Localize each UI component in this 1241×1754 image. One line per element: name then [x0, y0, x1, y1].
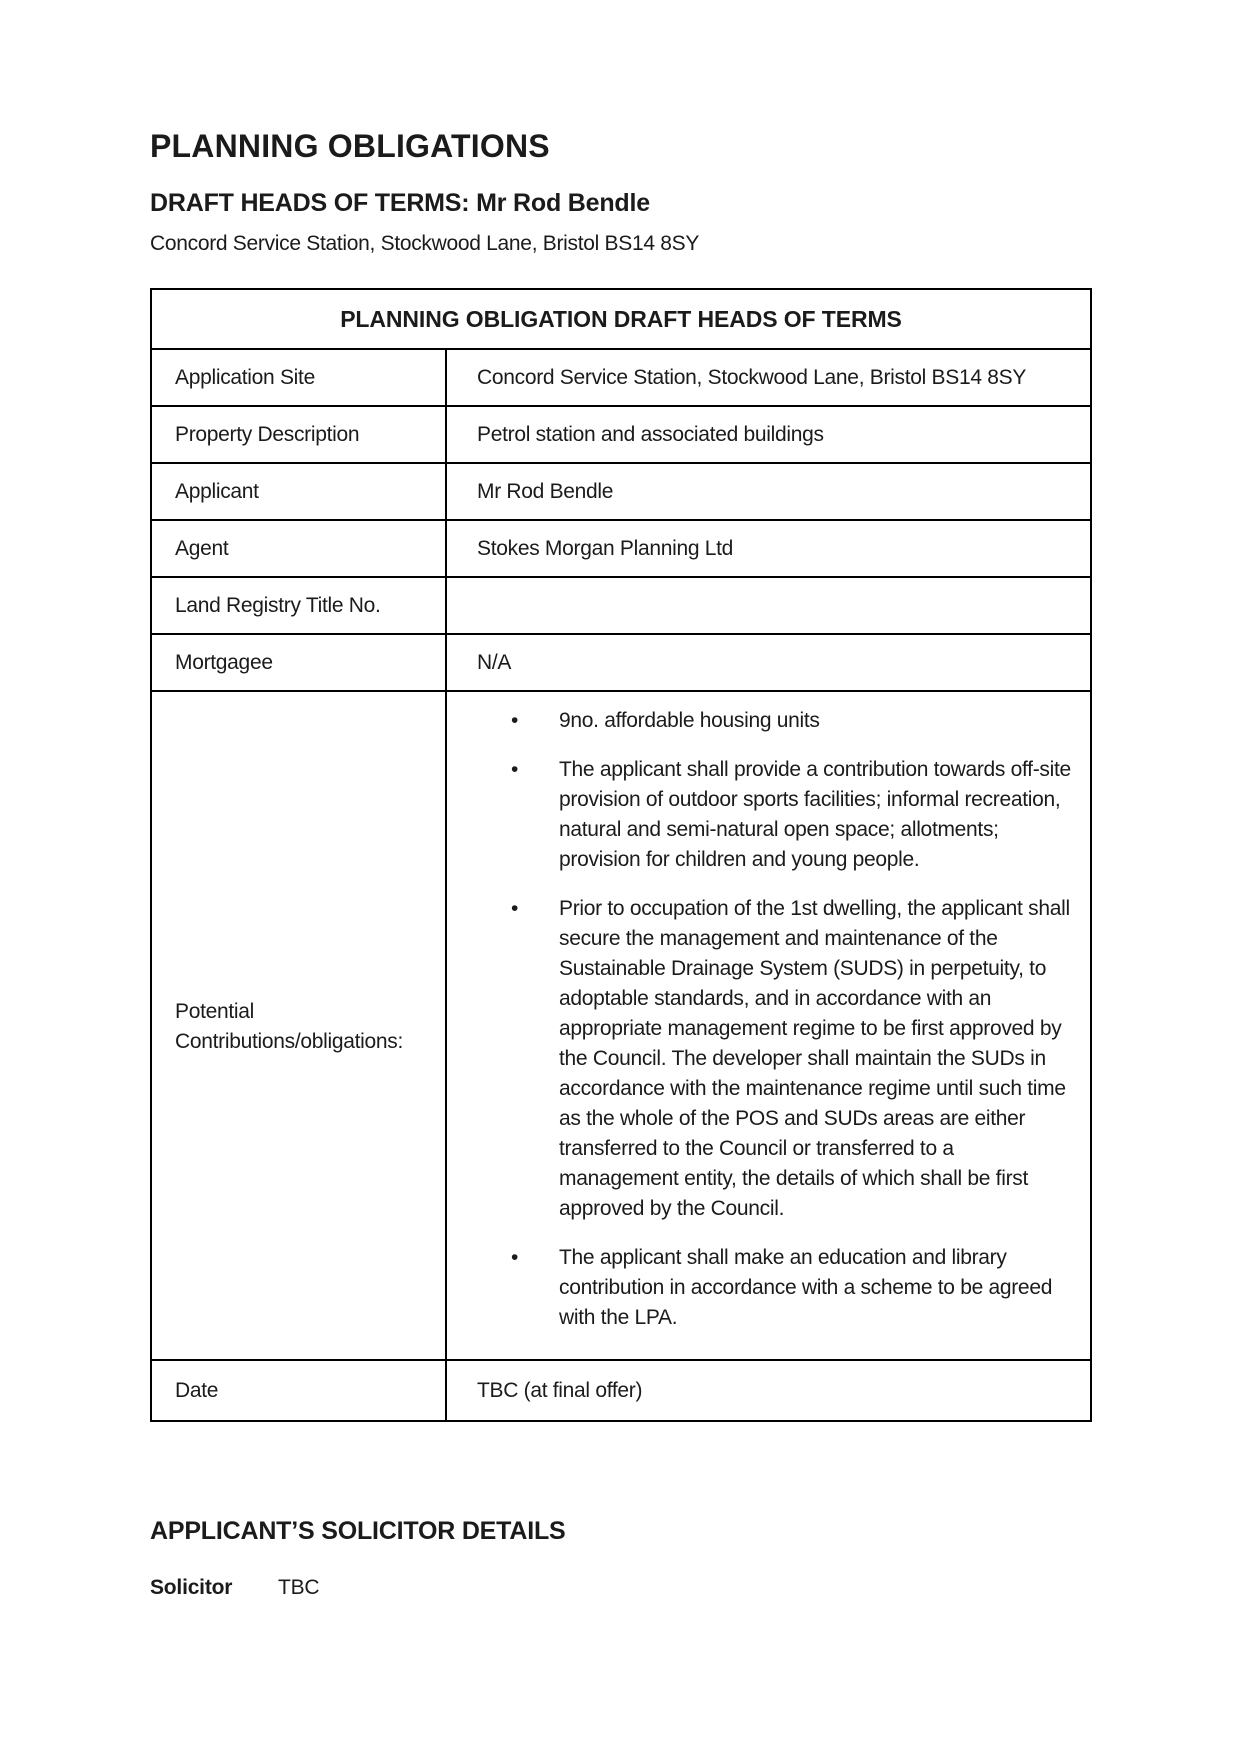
table-header-row: [151, 289, 1091, 349]
row-label: Date: [151, 1360, 446, 1421]
heads-of-terms-table: [150, 288, 1092, 1422]
table-row-date: [151, 1360, 1091, 1421]
solicitor-line: [150, 1573, 1090, 1603]
solicitor-details-heading: APPLICANT’S SOLICITOR DETAILS: [150, 1517, 566, 1545]
row-value: [446, 691, 1091, 1360]
list-item: • The applicant shall provide a contribution towards off-site provision of outdoor sports facilities; informal recreation, natural and semi-natural open space; allotments; provision for children and young people.: [559, 755, 1078, 875]
table-row-applicant: [151, 463, 1091, 520]
row-value: Petrol station and associated buildings: [446, 406, 1091, 463]
row-label: Land Registry Title No.: [151, 577, 446, 634]
row-label: Mortgagee: [151, 634, 446, 691]
row-label: Agent: [151, 520, 446, 577]
table-row-property-description: [151, 406, 1091, 463]
solicitor-label: Solicitor: [150, 1576, 233, 1599]
solicitor-value: TBC: [278, 1576, 320, 1599]
table-row-mortgagee: [151, 634, 1091, 691]
page-subtitle: DRAFT HEADS OF TERMS: Mr Rod Bendle: [150, 189, 650, 217]
row-value: Mr Rod Bendle: [446, 463, 1091, 520]
page-title: PLANNING OBLIGATIONS: [150, 128, 550, 164]
row-value: [446, 577, 1091, 634]
table-row-application-site: [151, 349, 1091, 406]
row-value: Concord Service Station, Stockwood Lane, Bristol BS14 8SY: [446, 349, 1091, 406]
row-label: [151, 691, 446, 1360]
site-address-line: Concord Service Station, Stockwood Lane, Bristol BS14 8SY: [150, 232, 700, 255]
row-value: Stokes Morgan Planning Ltd: [446, 520, 1091, 577]
row-value: N/A: [446, 634, 1091, 691]
list-item: • Prior to occupation of the 1st dwelling, the applicant shall secure the management and maintenance of the Sustainable Drainage System (SUDS) in perpetuity, to adoptable standards, and in accordance with an appropriate management regime to be first approved by the Council. The developer shall maintain the SUDs in accordance with the maintenance regime until such time as the whole of the POS and SUDs areas are either transferred to the Council or transferred to a management entity, the details of which shall be first approved by the Council.: [559, 894, 1078, 1224]
row-label: Applicant: [151, 463, 446, 520]
list-item: • The applicant shall make an education and library contribution in accordance with a scheme to be agreed with the LPA.: [559, 1243, 1078, 1333]
row-value: TBC (at final offer): [446, 1360, 1091, 1421]
contributions-list: [477, 706, 1078, 1333]
table-title: PLANNING OBLIGATION DRAFT HEADS OF TERMS: [151, 289, 1091, 349]
contributions-label-line: Potential: [175, 999, 255, 1023]
list-item: • 9no. affordable housing units: [559, 706, 1078, 736]
row-label: Property Description: [151, 406, 446, 463]
table-row-agent: [151, 520, 1091, 577]
table-row-contributions: [151, 691, 1091, 1360]
table-row-land-registry-title: [151, 577, 1091, 634]
contributions-label-line: Contributions/obligations:: [175, 1029, 404, 1053]
row-label: Application Site: [151, 349, 446, 406]
